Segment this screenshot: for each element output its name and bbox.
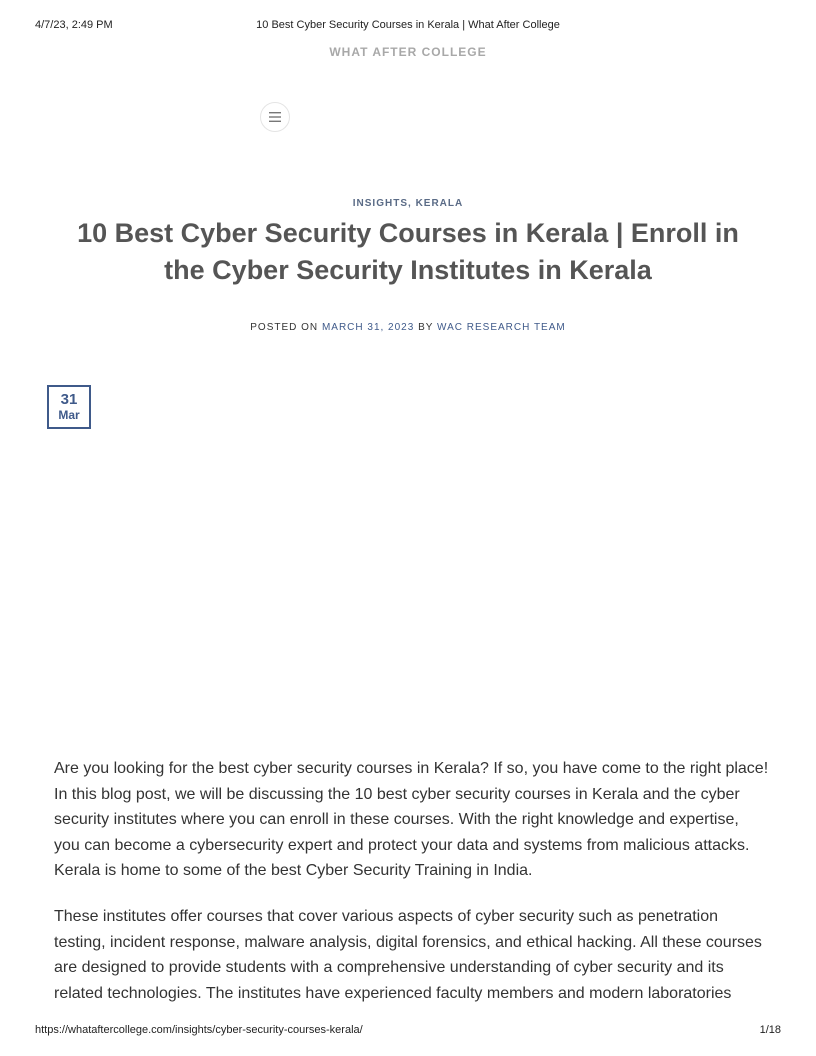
- category-link-insights[interactable]: INSIGHTS: [352, 198, 408, 209]
- print-header-datetime: 4/7/23, 2:49 PM: [35, 19, 113, 31]
- posted-on-label: POSTED ON: [250, 322, 319, 333]
- article-body: [54, 756, 769, 1026]
- article-paragraph: Are you looking for the best cyber security courses in Kerala? If so, you have come to the right place! In this blog post, we will be discussing the 10 best cyber security courses in Kerala and the cyber security institutes where you can enroll in these courses. With the right knowledge and expertise, you can become a cybersecurity expert and protect your data and systems from malicious attacks. Kerala is home to some of the best Cyber Security Training in India.: [54, 760, 769, 880]
- article-paragraph: These institutes offer courses that cover various aspects of cyber security such as penetration testing, incident response, malware analysis, digital forensics, and ethical hacking. All these courses are designed to provide students with a comprehensive understanding of cyber security and its related technologies. The institutes have experienced faculty members and modern laboratories: [54, 907, 762, 1002]
- print-header-page-title: 10 Best Cyber Security Courses in Kerala | What After College: [256, 19, 560, 31]
- category-separator: ,: [408, 198, 412, 209]
- date-badge: [47, 385, 91, 429]
- site-title[interactable]: WHAT AFTER COLLEGE: [329, 45, 487, 59]
- hamburger-menu-icon: [269, 112, 281, 122]
- post-meta: [0, 322, 816, 333]
- author-link[interactable]: WAC RESEARCH TEAM: [437, 322, 566, 333]
- print-footer-page-number: 1/18: [759, 1024, 781, 1036]
- post-title: 10 Best Cyber Security Courses in Kerala | Enroll in the Cyber Security Institutes in Kerala: [77, 218, 739, 285]
- print-footer-url: https://whataftercollege.com/insights/cyber-security-courses-kerala/: [35, 1024, 363, 1036]
- date-badge-month: Mar: [58, 408, 80, 422]
- date-badge-day: 31: [60, 391, 78, 408]
- category-link-kerala[interactable]: KERALA: [415, 198, 464, 209]
- post-date-link[interactable]: MARCH 31, 2023: [321, 322, 415, 333]
- post-categories: [0, 198, 816, 209]
- menu-toggle-button[interactable]: [260, 102, 290, 132]
- by-label: BY: [418, 322, 434, 333]
